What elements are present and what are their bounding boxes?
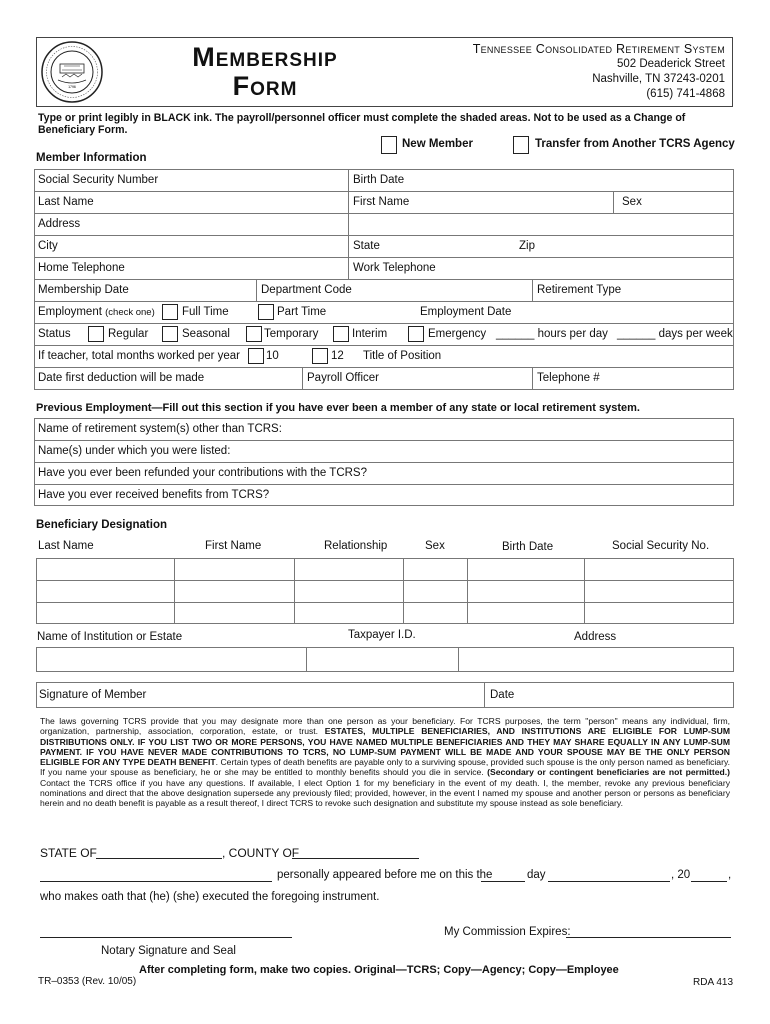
seasonal-checkbox[interactable] (162, 326, 178, 342)
days-per-week-field[interactable]: ______ days per week (617, 328, 733, 340)
beneficiary-table[interactable] (36, 558, 734, 624)
membership-date-field[interactable]: Membership Date (38, 284, 129, 296)
full-time-label: Full Time (182, 306, 229, 318)
part-time-label: Part Time (277, 306, 327, 318)
teacher-months-label: If teacher, total months worked per year (38, 350, 240, 362)
org-name: Tennessee Consolidated Retirement System (472, 42, 725, 56)
org-block (440, 42, 725, 102)
oath-text: who makes oath that (he) (she) executed the foregoing instrument. (40, 891, 380, 903)
temporary-checkbox[interactable] (246, 326, 262, 342)
employment-text: Employment (38, 306, 102, 318)
rda-number: RDA 413 (693, 977, 734, 988)
state-seal-logo (40, 40, 104, 104)
member-signature-field[interactable]: Signature of Member (39, 689, 147, 701)
last-name-field[interactable]: Last Name (38, 196, 94, 208)
legal-text-1: The laws governing TCRS provide that you may designate more than one person as your beneficiary. For TCRS purposes, the term "person" means any individual, firm, organization, partnership, association, corporation, estate, or trust. (40, 716, 730, 737)
first-deduction-field[interactable]: Date first deduction will be made (38, 372, 205, 384)
taxpayer-id-label: Taxpayer I.D. (348, 629, 416, 641)
twelve-months-checkbox[interactable] (312, 348, 328, 364)
transfer-checkbox[interactable] (513, 136, 529, 154)
first-name-field[interactable]: First Name (353, 196, 410, 208)
signature-date-field[interactable]: Date (490, 689, 515, 701)
beneficiary-heading: Beneficiary Designation (36, 519, 168, 531)
new-member-checkbox[interactable] (381, 136, 397, 154)
year-label: , 20 (671, 869, 691, 881)
org-address1: 502 Deaderick Street (616, 58, 725, 70)
state-of-line[interactable] (96, 858, 222, 859)
employment-label (38, 306, 155, 318)
col-first-name: First Name (205, 540, 262, 552)
county-of-label: , COUNTY OF (222, 846, 300, 860)
institution-address-label: Address (574, 631, 617, 643)
work-phone-field[interactable]: Work Telephone (353, 262, 436, 274)
regular-checkbox[interactable] (88, 326, 104, 342)
hours-per-day-field[interactable]: ______ hours per day (496, 328, 608, 340)
retirement-type-field[interactable]: Retirement Type (537, 284, 622, 296)
part-time-checkbox[interactable] (258, 304, 274, 320)
new-member-label: New Member (402, 138, 473, 150)
interim-checkbox[interactable] (333, 326, 349, 342)
commission-label: My Commission Expires: (444, 926, 571, 938)
day-number-line[interactable] (481, 881, 525, 882)
notary-signature-label: Notary Signature and Seal (101, 945, 236, 957)
refunded-question-field[interactable]: Have you ever been refunded your contributions with the TCRS? (38, 467, 368, 479)
employment-date-field[interactable]: Employment Date (420, 306, 512, 318)
form-number: TR–0353 (Rev. 10/05) (38, 976, 137, 987)
legal-text-2: . Certain types of death benefits are payable only to a surviving spouse, provided such spouse is the only person named as beneficiary. If you name your spouse as beneficiary, he or she may be entitled to monthly benefits should you die in service. (40, 757, 730, 778)
year-comma: , (728, 869, 732, 881)
affiant-name-line[interactable] (40, 881, 272, 882)
day-label: day (527, 869, 546, 881)
org-address2: Nashville, TN 37243-0201 (592, 73, 725, 85)
full-time-checkbox[interactable] (162, 304, 178, 320)
status-label: Status (38, 328, 71, 340)
title-position-field[interactable]: Title of Position (363, 350, 442, 362)
department-code-field[interactable]: Department Code (261, 284, 352, 296)
copies-instruction: After completing form, make two copies. Original—TCRS; Copy—Agency; Copy—Employee (139, 964, 619, 976)
other-systems-field[interactable]: Name of retirement system(s) other than TCRS: (38, 423, 282, 435)
col-last-name: Last Name (38, 540, 94, 552)
birth-date-field[interactable]: Birth Date (353, 174, 405, 186)
transfer-label: Transfer from Another TCRS Agency (535, 138, 735, 150)
temporary-label: Temporary (264, 328, 319, 340)
year-line[interactable] (691, 881, 727, 882)
month-line[interactable] (548, 881, 670, 882)
state-field[interactable]: State (353, 240, 380, 252)
emergency-checkbox[interactable] (408, 326, 424, 342)
col-sex: Sex (425, 540, 445, 552)
received-benefits-field[interactable]: Have you ever received benefits from TCRS? (38, 489, 270, 501)
ten-months-checkbox[interactable] (248, 348, 264, 364)
svg-text:1796: 1796 (68, 85, 76, 89)
instructions: Type or print legibly in BLACK ink. The payroll/personnel officer must complete the shaded areas. Not to be used as a Change of Beneficiary Form. (38, 112, 686, 136)
ten-months-label: 10 (266, 350, 279, 362)
col-relationship: Relationship (324, 540, 388, 552)
payroll-officer-field[interactable]: Payroll Officer (307, 372, 380, 384)
previous-employment-heading: Previous Employment—Fill out this section if you have ever been a member of any state or local retirement system. (36, 402, 640, 414)
home-phone-field[interactable]: Home Telephone (38, 262, 125, 274)
col-birth-date: Birth Date (502, 541, 554, 553)
org-phone: (615) 741-4868 (646, 88, 725, 100)
member-info-heading: Member Information (36, 152, 147, 164)
legal-text-3: Contact the TCRS office if you have any questions. If available, I elect Option 1 for my beneficiary in the event of my death. I, the member, revoke any previous beneficiary nominations and direct that the above designation supersede any previously filed; provided, however, in the event I named my spouse and another person or persons as beneficiary herein and no death benefit is payable as a result thereof, I direct TCRS to revoke such designation and substitute my spouse instead as sole beneficiary. (40, 777, 730, 809)
institution-table[interactable] (36, 647, 734, 672)
institution-label: Name of Institution or Estate (37, 631, 183, 643)
legal-bold-1: ESTATES, MULTIPLE BENEFICIARIES, AND INSTITUTIONS ARE ELIGIBLE FOR LUMP-SUM DISTRIBUTIONS ONLY. IF YOU LIST TWO OR MORE PERSONS, YOU HAVE NAMED MULTIPLE BENEFICIARIES AND THEY MAY SHARE EQUALLY IN ANY LUMP-SUM PAYMENT. IF YOU HAVE NEVER MADE CONTRIBUTIONS TO TCRS, NO LUMP-SUM PAYMENT WILL BE MADE AND YOUR SPOUSE MAY BE THE ONLY PERSON ELIGIBLE FOR ANY TYPE DEATH BENEFIT (40, 726, 730, 768)
col-ssn: Social Security No. (612, 540, 710, 552)
address-field[interactable]: Address (38, 218, 81, 230)
zip-field[interactable]: Zip (519, 240, 535, 252)
sex-field[interactable]: Sex (622, 196, 642, 208)
officer-telephone-field[interactable]: Telephone # (537, 372, 600, 384)
form-title (150, 43, 380, 101)
commission-line[interactable] (566, 937, 731, 938)
county-of-line[interactable] (292, 858, 419, 859)
city-field[interactable]: City (38, 240, 58, 252)
interim-label: Interim (352, 328, 388, 340)
regular-label: Regular (108, 328, 149, 340)
form-title-line2: Form (232, 71, 298, 101)
listed-names-field[interactable]: Name(s) under which you were listed: (38, 445, 231, 457)
form-title-line1: Membership (192, 42, 338, 72)
check-one-note: (check one) (105, 307, 155, 318)
ssn-field[interactable]: Social Security Number (38, 174, 159, 186)
legal-bold-2: (Secondary or contingent beneficiaries are not permitted.) (487, 767, 730, 778)
state-of-label: STATE OF (40, 846, 97, 860)
seasonal-label: Seasonal (182, 328, 230, 340)
appeared-text: personally appeared before me on this the (277, 869, 493, 881)
legal-paragraph (40, 716, 730, 809)
twelve-months-label: 12 (331, 350, 344, 362)
emergency-label: Emergency (428, 328, 487, 340)
notary-signature-line[interactable] (40, 937, 292, 938)
